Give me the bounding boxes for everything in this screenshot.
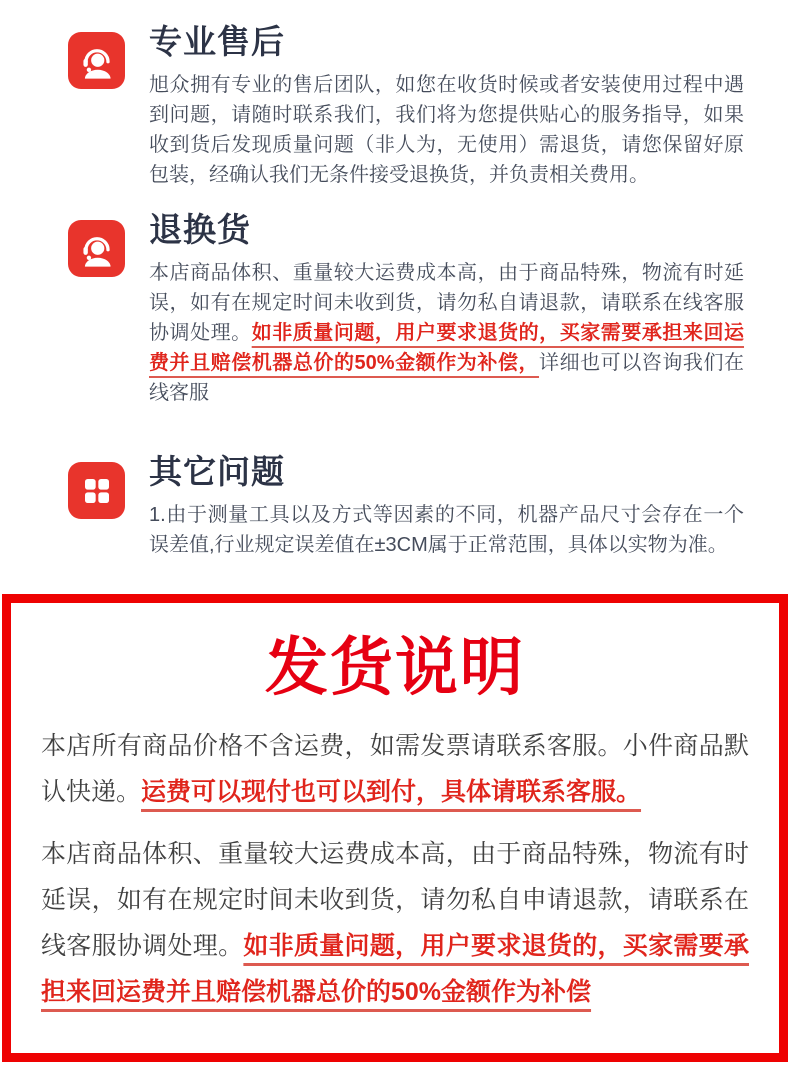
- section-after-sales: [0, 24, 790, 190]
- headset-icon: [68, 220, 125, 277]
- product-aftersales-page: [0, 24, 790, 1072]
- section-title: 退换货: [149, 211, 251, 248]
- shipping-paragraph: [41, 831, 749, 1015]
- section-title: 其它问题: [149, 453, 285, 490]
- shipping-notice-box: [2, 594, 788, 1062]
- section-content: [149, 454, 744, 560]
- body-text: 详细也可以咨询我们在线客服: [149, 352, 745, 404]
- body-text: 本店商品体积、重量较大运费成本高，由于商品特殊，物流有时延误，如有在规定时间未收到货，请勿私自请退款，请联系在线客服协调处理。: [149, 262, 744, 344]
- alert-text: 如非质量问题，用户要求退货的，买家需要承担来回运费并且赔偿机器总价的50%金额作为补偿，: [149, 322, 745, 374]
- alert-text: 运费可以现付也可以到付，具体请联系客服。: [141, 778, 642, 806]
- section-returns: [0, 212, 790, 408]
- body-text: 本店商品体积、重量较大运费成本高，由于商品特殊，物流有时延误，如有在规定时间未收到货，请勿私自申请退款，请联系在线客服协调处理。: [41, 840, 749, 960]
- section-other-issues: [0, 454, 790, 560]
- section-body: [149, 500, 744, 560]
- body-text: 本店所有商品价格不含运费，如需发票请联系客服。小件商品默认快递。: [41, 732, 749, 806]
- section-content: [149, 212, 744, 408]
- section-content: [149, 24, 744, 190]
- body-text: 旭众拥有专业的售后团队，如您在收货时候或者安装使用过程中遇到问题，请随时联系我们，我们将为您提供贴心的服务指导，如果收到货后发现质量问题（非人为，无使用）需退货，请您保留好原包装，经确认我们无条件接受退换货，并负责相关费用。: [149, 74, 744, 186]
- headset-icon: [68, 32, 125, 89]
- section-title: 专业售后: [149, 23, 285, 60]
- shipping-notice-title: 发货说明: [265, 633, 525, 703]
- body-text: 1.由于测量工具以及方式等因素的不同，机器产品尺寸会存在一个误差值,行业规定误差值在±3CM属于正常范围，具体以实物为准。: [149, 504, 744, 556]
- section-body: [149, 258, 744, 408]
- alert-text: 如非质量问题，用户要求退货的，买家需要承担来回运费并且赔偿机器总价的50%金额作为补偿: [41, 932, 749, 1006]
- section-body: [149, 70, 744, 190]
- shipping-paragraph: [41, 723, 749, 815]
- grid-icon: [68, 462, 125, 519]
